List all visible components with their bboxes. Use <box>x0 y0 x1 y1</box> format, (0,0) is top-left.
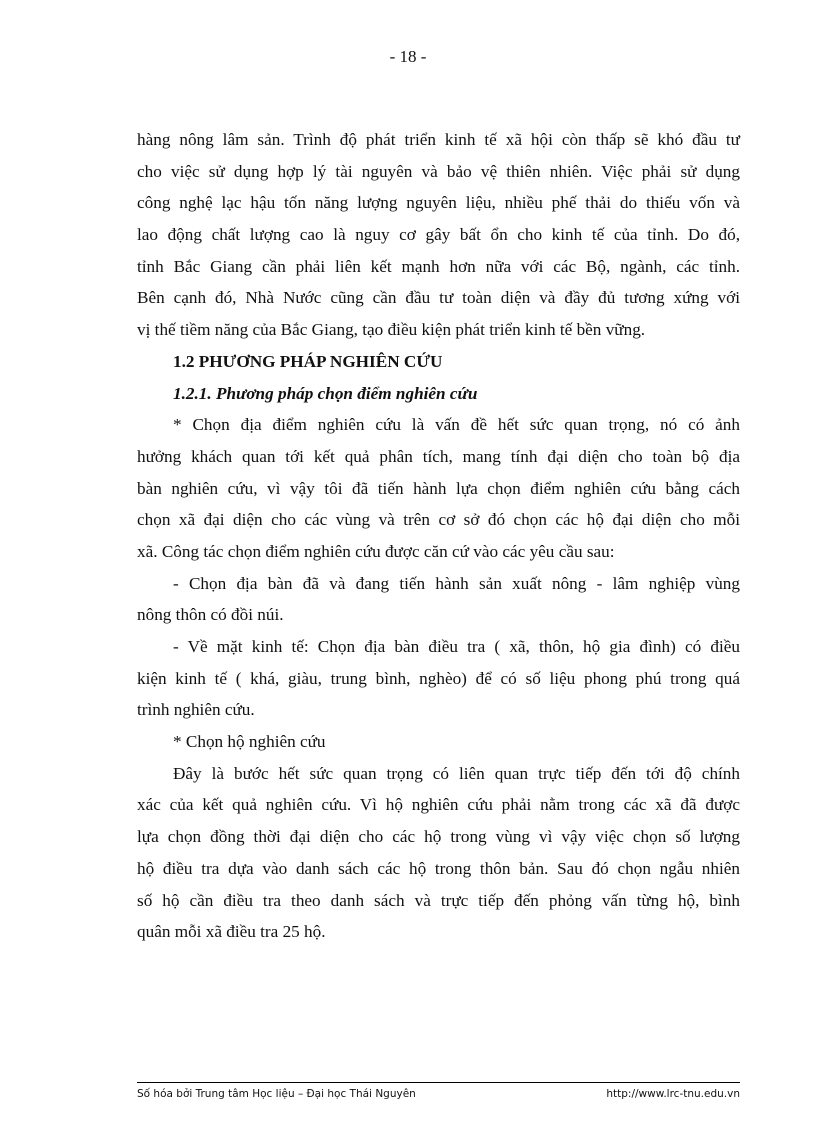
text-line: hưởng khách quan tới kết quả phân tích, mang tính đại diện cho toàn bộ địa <box>137 446 740 466</box>
text-line: xã. Công tác chọn điểm nghiên cứu được căn cứ vào các yêu cầu sau: <box>137 541 615 561</box>
section-heading: 1.2 PHƯƠNG PHÁP NGHIÊN CỨU <box>173 351 443 371</box>
text-line: Đây là bước hết sức quan trọng có liên quan trực tiếp đến tới độ chính <box>173 763 740 783</box>
text-line: kiện kinh tế ( khá, giàu, trung bình, nghèo) để có số liệu phong phú trong quá <box>137 668 740 688</box>
text-line: tỉnh Bắc Giang cần phải liên kết mạnh hơn nữa với các Bộ, ngành, các tỉnh. <box>137 256 740 276</box>
text-line: xác của kết quả nghiên cứu. Vì hộ nghiên cứu phải nằm trong các xã đã được <box>137 795 740 815</box>
text-line: trình nghiên cứu. <box>137 700 255 720</box>
text-line: công nghệ lạc hậu tốn năng lượng nguyên liệu, nhiều phế thải do thiếu vốn và <box>137 193 740 213</box>
subsection-heading: 1.2.1. Phương pháp chọn điểm nghiên cứu <box>173 383 478 403</box>
text-line: chọn xã đại diện cho các vùng và trên cơ sở đó chọn các hộ đại diện cho mỗi <box>137 510 740 530</box>
text-line: nông thôn có đồi núi. <box>137 605 284 625</box>
footer-divider <box>137 1082 740 1083</box>
text-line: Bên cạnh đó, Nhà Nước cũng cần đầu tư toàn diện và đầy đủ tương xứng với <box>137 288 740 308</box>
text-line: * Chọn địa điểm nghiên cứu là vấn đề hết sức quan trọng, nó có ảnh <box>173 415 740 435</box>
text-line: hộ điều tra dựa vào danh sách các hộ trong thôn bản. Sau đó chọn ngẫu nhiên <box>137 858 740 878</box>
text-line: - Về mặt kinh tế: Chọn địa bàn điều tra ( xã, thôn, hộ gia đình) có điều <box>173 637 740 656</box>
page-number: - 18 - <box>389 47 427 66</box>
text-line: cho việc sử dụng hợp lý tài nguyên và bảo vệ thiên nhiên. Việc phải sử dụng <box>137 161 740 181</box>
footer-url: http://www.lrc-tnu.edu.vn <box>606 1088 740 1100</box>
text-line: lao động chất lượng cao là nguy cơ gây bất ổn cho kinh tế của tỉnh. Do đó, <box>137 225 740 245</box>
footer-source: Số hóa bởi Trung tâm Học liệu – Đại học Thái Nguyên <box>137 1088 416 1100</box>
text-line: * Chọn hộ nghiên cứu <box>173 732 326 752</box>
text-line: hàng nông lâm sản. Trình độ phát triển kinh tế xã hội còn thấp sẽ khó đầu tư <box>137 130 740 149</box>
text-line: - Chọn địa bàn đã và đang tiến hành sản xuất nông - lâm nghiệp vùng <box>173 573 740 593</box>
text-line: quân mỗi xã điều tra 25 hộ. <box>137 922 326 942</box>
text-line: số hộ cần điều tra theo danh sách và trực tiếp đến phỏng vấn từng hộ, bình <box>137 890 740 910</box>
text-line: lựa chọn đồng thời đại diện cho các hộ trong vùng vì vậy việc chọn số lượng <box>137 827 740 847</box>
text-line: vị thế tiềm năng của Bắc Giang, tạo điều kiện phát triển kinh tế bền vững. <box>137 320 646 340</box>
text-line: bàn nghiên cứu, vì vậy tôi đã tiến hành lựa chọn điểm nghiên cứu bằng cách <box>137 478 740 498</box>
body-text <box>137 124 740 948</box>
